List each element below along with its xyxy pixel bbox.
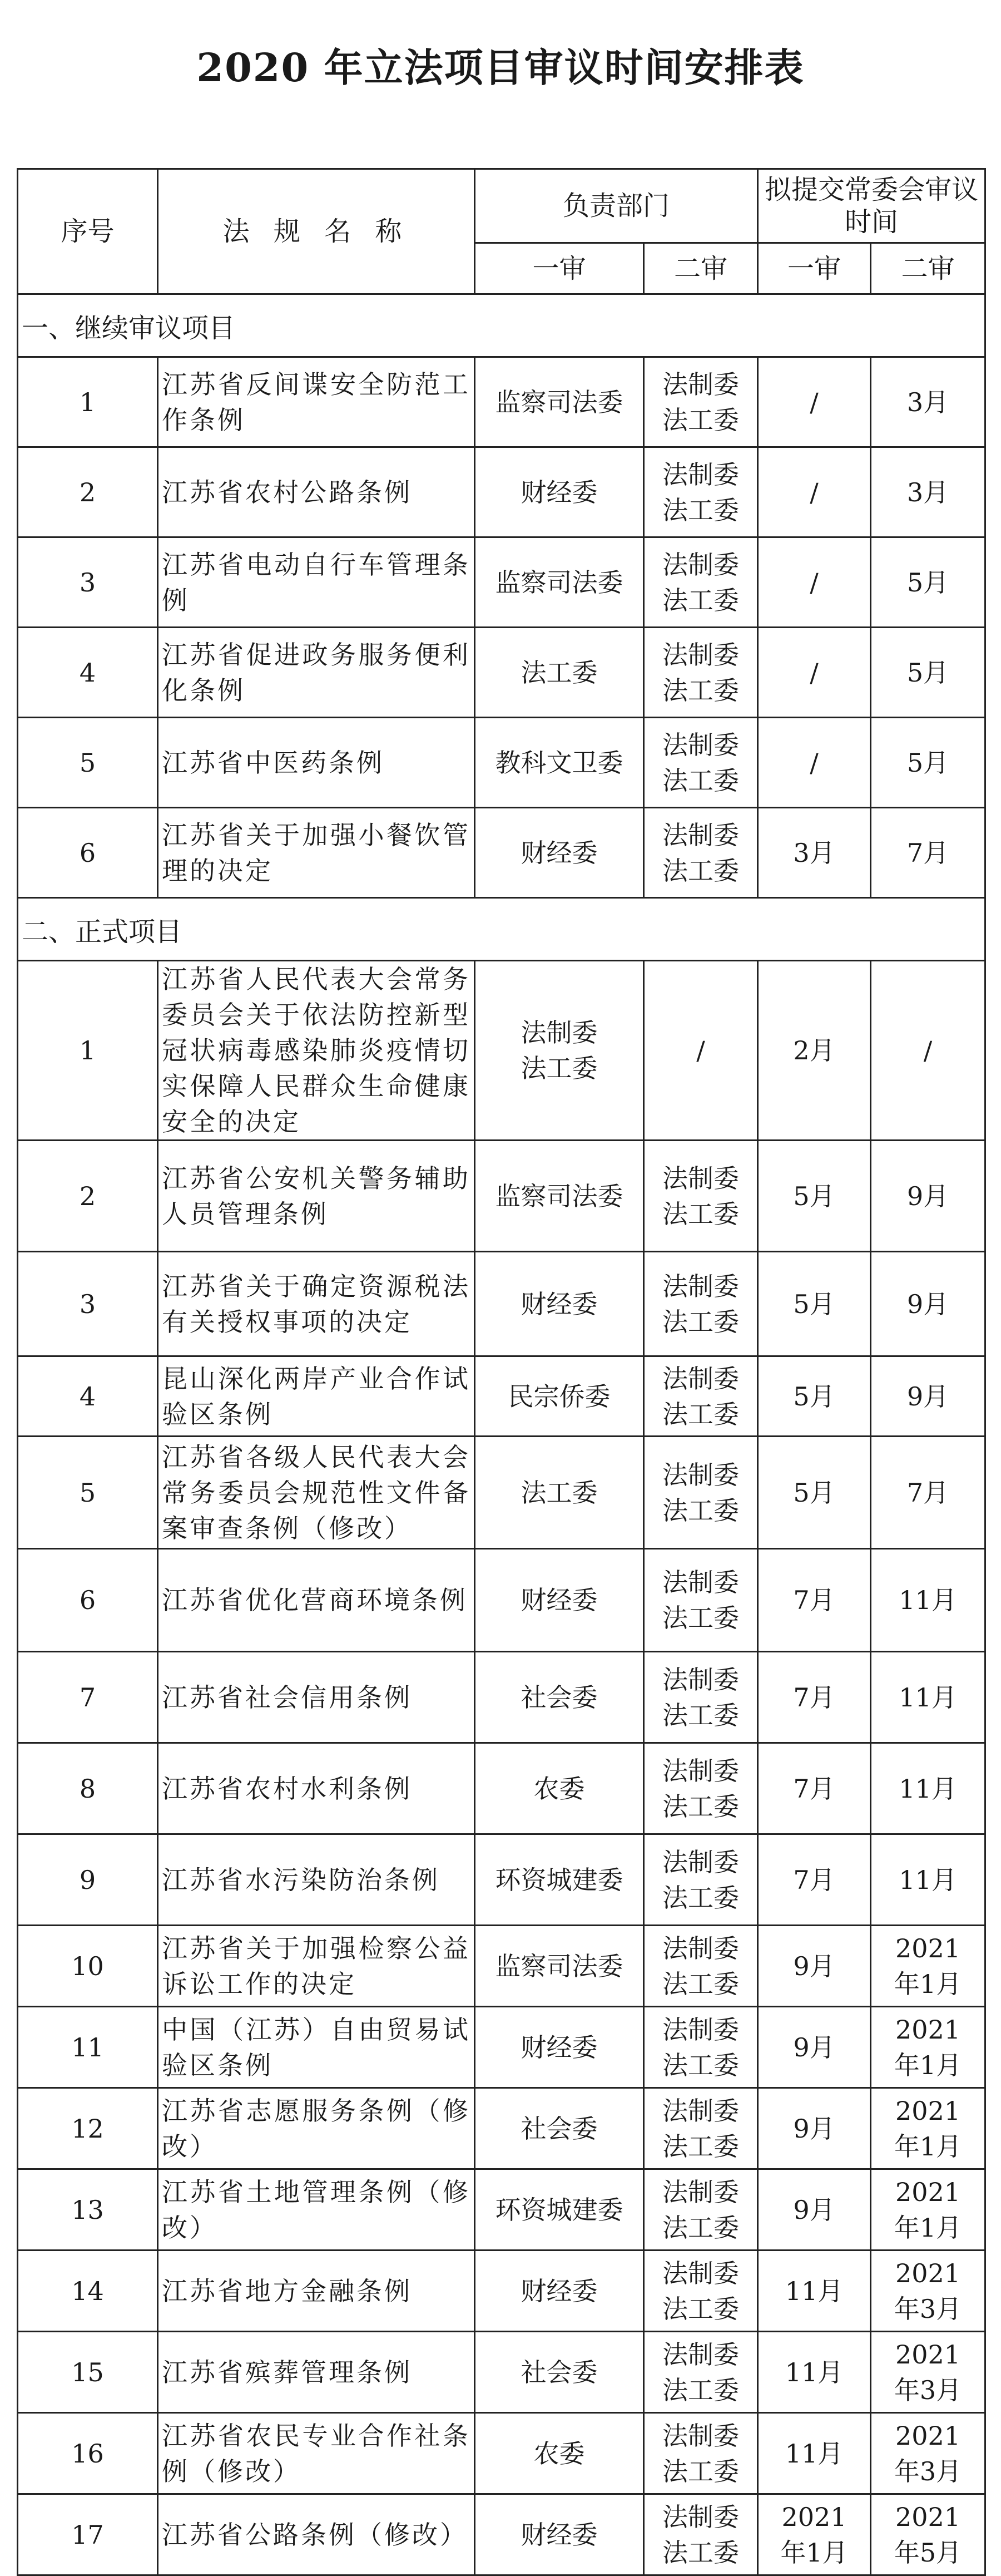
submit-first-review: / [758,628,871,718]
section-title: 一、继续审议项目 [18,294,985,357]
dept-first-review: 财经委 [475,1252,644,1356]
dept-second-review: 法制委 法工委 [644,1834,758,1926]
table-row [18,1652,985,1743]
regulation-name: 江苏省殡葬管理条例 [158,2332,475,2413]
dept-second-review: 法制委 法工委 [644,718,758,808]
dept-second-review: 法制委 法工委 [644,2413,758,2494]
dept-first-review: 监察司法委 [475,1141,644,1252]
dept-second-review: 法制委 法工委 [644,808,758,898]
dept-second-review: 法制委 法工委 [644,1549,758,1652]
submit-second-review: 7月 [871,1437,985,1549]
submit-second-review: 3月 [871,447,985,537]
submit-first-review: / [758,447,871,537]
dept-second-review: 法制委 法工委 [644,1652,758,1743]
regulation-name: 江苏省各级人民代表大会常务委员会规范性文件备案审查条例（修改） [158,1437,475,1549]
submit-first-review: 9月 [758,2088,871,2169]
row-number: 10 [18,1926,158,2007]
regulation-name: 中国（江苏）自由贸易试验区条例 [158,2007,475,2088]
row-number: 3 [18,1252,158,1356]
header-submit-first: 一审 [758,243,871,294]
regulation-name: 江苏省电动自行车管理条例 [158,537,475,628]
submit-second-review: 2021 年1月 [871,1926,985,2007]
dept-first-review: 社会委 [475,1652,644,1743]
dept-second-review: 法制委 法工委 [644,1743,758,1834]
dept-first-review: 民宗侨委 [475,1356,644,1437]
submit-second-review: 2021 年1月 [871,2169,985,2251]
submit-second-review: 2021 年3月 [871,2413,985,2494]
dept-second-review: 法制委 法工委 [644,537,758,628]
dept-second-review: 法制委 法工委 [644,2088,758,2169]
regulation-name: 江苏省中医药条例 [158,718,475,808]
regulation-name: 江苏省关于加强检察公益诉讼工作的决定 [158,1926,475,2007]
dept-first-review: 环资城建委 [475,1834,644,1926]
table-row [18,2088,985,2169]
dept-second-review: 法制委 法工委 [644,357,758,447]
submit-second-review: 9月 [871,1356,985,1437]
dept-second-review: 法制委 法工委 [644,1356,758,1437]
dept-first-review: 农委 [475,1743,644,1834]
row-number: 7 [18,1652,158,1743]
table-row [18,1356,985,1437]
submit-second-review: 11月 [871,1549,985,1652]
submit-second-review: 9月 [871,1252,985,1356]
header-submit: 拟提交常委会审议时间 [758,169,985,243]
regulation-name: 江苏省志愿服务条例（修改） [158,2088,475,2169]
section-header [18,294,985,357]
dept-second-review: 法制委 法工委 [644,628,758,718]
dept-first-review: 社会委 [475,2332,644,2413]
submit-first-review: 9月 [758,1926,871,2007]
row-number: 14 [18,2251,158,2332]
submit-first-review: 7月 [758,1549,871,1652]
dept-second-review: 法制委 法工委 [644,2007,758,2088]
page-title: 2020 年立法项目审议时间安排表 [196,45,805,91]
table-row [18,1549,985,1652]
dept-first-review: 农委 [475,2413,644,2494]
submit-first-review: 9月 [758,2007,871,2088]
dept-second-review: 法制委 法工委 [644,447,758,537]
table-row [18,1437,985,1549]
table-row [18,2007,985,2088]
regulation-name: 江苏省公路条例（修改） [158,2494,475,2575]
table-row [18,2494,985,2575]
dept-first-review: 财经委 [475,1549,644,1652]
table-row [18,628,985,718]
submit-first-review: 7月 [758,1652,871,1743]
submit-first-review: 9月 [758,2169,871,2251]
regulation-name: 江苏省反间谍安全防范工作条例 [158,357,475,447]
dept-second-review: 法制委 法工委 [644,2169,758,2251]
submit-second-review: / [871,961,985,1141]
table-row [18,1926,985,2007]
row-number: 4 [18,628,158,718]
submit-second-review: 2021 年3月 [871,2332,985,2413]
row-number: 2 [18,447,158,537]
table-row [18,961,985,1141]
row-number: 2 [18,1141,158,1252]
dept-first-review: 财经委 [475,2007,644,2088]
dept-first-review: 监察司法委 [475,537,644,628]
header-dept: 负责部门 [475,169,758,243]
row-number: 3 [18,537,158,628]
regulation-name: 江苏省公安机关警务辅助人员管理条例 [158,1141,475,1252]
dept-first-review: 社会委 [475,2088,644,2169]
dept-first-review: 监察司法委 [475,357,644,447]
row-number: 1 [18,357,158,447]
row-number: 8 [18,1743,158,1834]
row-number: 13 [18,2169,158,2251]
header-seq: 序号 [18,169,158,294]
dept-first-review: 财经委 [475,2251,644,2332]
dept-first-review: 财经委 [475,2494,644,2575]
table-row [18,1141,985,1252]
row-number: 11 [18,2007,158,2088]
row-number: 15 [18,2332,158,2413]
submit-second-review: 2021 年1月 [871,2007,985,2088]
table-row [18,537,985,628]
submit-second-review: 9月 [871,1141,985,1252]
row-number: 16 [18,2413,158,2494]
dept-second-review: 法制委 法工委 [644,2494,758,2575]
submit-first-review: 2021 年1月 [758,2494,871,2575]
dept-first-review: 财经委 [475,808,644,898]
submit-second-review: 2021 年3月 [871,2251,985,2332]
regulation-name: 江苏省水污染防治条例 [158,1834,475,1926]
legislation-schedule-table [17,168,986,2576]
dept-second-review: 法制委 法工委 [644,1252,758,1356]
table-row [18,1834,985,1926]
section-header [18,898,985,961]
header-dept-first: 一审 [475,243,644,294]
submit-first-review: 2月 [758,961,871,1141]
submit-second-review: 5月 [871,537,985,628]
regulation-name: 江苏省社会信用条例 [158,1652,475,1743]
submit-second-review: 11月 [871,1743,985,1834]
regulation-name: 江苏省优化营商环境条例 [158,1549,475,1652]
dept-second-review: 法制委 法工委 [644,1437,758,1549]
row-number: 6 [18,1549,158,1652]
row-number: 9 [18,1834,158,1926]
row-number: 4 [18,1356,158,1437]
table-row [18,1252,985,1356]
dept-second-review: 法制委 法工委 [644,2251,758,2332]
submit-first-review: / [758,537,871,628]
submit-first-review: / [758,718,871,808]
header-name: 法 规 名 称 [158,169,475,294]
submit-first-review: 5月 [758,1437,871,1549]
dept-first-review: 财经委 [475,447,644,537]
dept-second-review: 法制委 法工委 [644,1141,758,1252]
regulation-name: 江苏省土地管理条例（修改） [158,2169,475,2251]
regulation-name: 江苏省农民专业合作社条例（修改） [158,2413,475,2494]
dept-second-review: 法制委 法工委 [644,1926,758,2007]
submit-second-review: 2021 年1月 [871,2088,985,2169]
submit-second-review: 11月 [871,1652,985,1743]
submit-first-review: 11月 [758,2332,871,2413]
dept-first-review: 教科文卫委 [475,718,644,808]
table-row [18,2251,985,2332]
table-row [18,447,985,537]
regulation-name: 昆山深化两岸产业合作试验区条例 [158,1356,475,1437]
dept-first-review: 监察司法委 [475,1926,644,2007]
dept-first-review: 法工委 [475,628,644,718]
submit-second-review: 3月 [871,357,985,447]
submit-first-review: 5月 [758,1356,871,1437]
section-title: 二、正式项目 [18,898,985,961]
submit-first-review: 7月 [758,1743,871,1834]
submit-first-review: / [758,357,871,447]
submit-second-review: 5月 [871,628,985,718]
submit-first-review: 11月 [758,2251,871,2332]
header-submit-second: 二审 [871,243,985,294]
submit-second-review: 5月 [871,718,985,808]
row-number: 17 [18,2494,158,2575]
table-row [18,718,985,808]
table-row [18,357,985,447]
regulation-name: 江苏省农村公路条例 [158,447,475,537]
regulation-name: 江苏省关于加强小餐饮管理的决定 [158,808,475,898]
submit-first-review: 7月 [758,1834,871,1926]
table-row [18,2413,985,2494]
submit-first-review: 3月 [758,808,871,898]
table-row [18,2169,985,2251]
submit-first-review: 11月 [758,2413,871,2494]
submit-second-review: 2021 年5月 [871,2494,985,2575]
row-number: 12 [18,2088,158,2169]
table-row [18,1743,985,1834]
regulation-name: 江苏省关于确定资源税法有关授权事项的决定 [158,1252,475,1356]
row-number: 1 [18,961,158,1141]
regulation-name: 江苏省农村水利条例 [158,1743,475,1834]
dept-second-review: 法制委 法工委 [644,2332,758,2413]
row-number: 5 [18,1437,158,1549]
submit-second-review: 11月 [871,1834,985,1926]
table-row [18,808,985,898]
dept-first-review: 法制委 法工委 [475,961,644,1141]
dept-first-review: 环资城建委 [475,2169,644,2251]
submit-first-review: 5月 [758,1252,871,1356]
regulation-name: 江苏省地方金融条例 [158,2251,475,2332]
table-body [18,294,985,2575]
submit-second-review: 7月 [871,808,985,898]
regulation-name: 江苏省人民代表大会常务委员会关于依法防控新型冠状病毒感染肺炎疫情切实保障人民群众生命健康安全的决定 [158,961,475,1141]
dept-first-review: 法工委 [475,1437,644,1549]
table-header [18,169,985,294]
row-number: 6 [18,808,158,898]
dept-second-review: / [644,961,758,1141]
table-row [18,2332,985,2413]
row-number: 5 [18,718,158,808]
submit-first-review: 5月 [758,1141,871,1252]
regulation-name: 江苏省促进政务服务便利化条例 [158,628,475,718]
header-dept-second: 二审 [644,243,758,294]
